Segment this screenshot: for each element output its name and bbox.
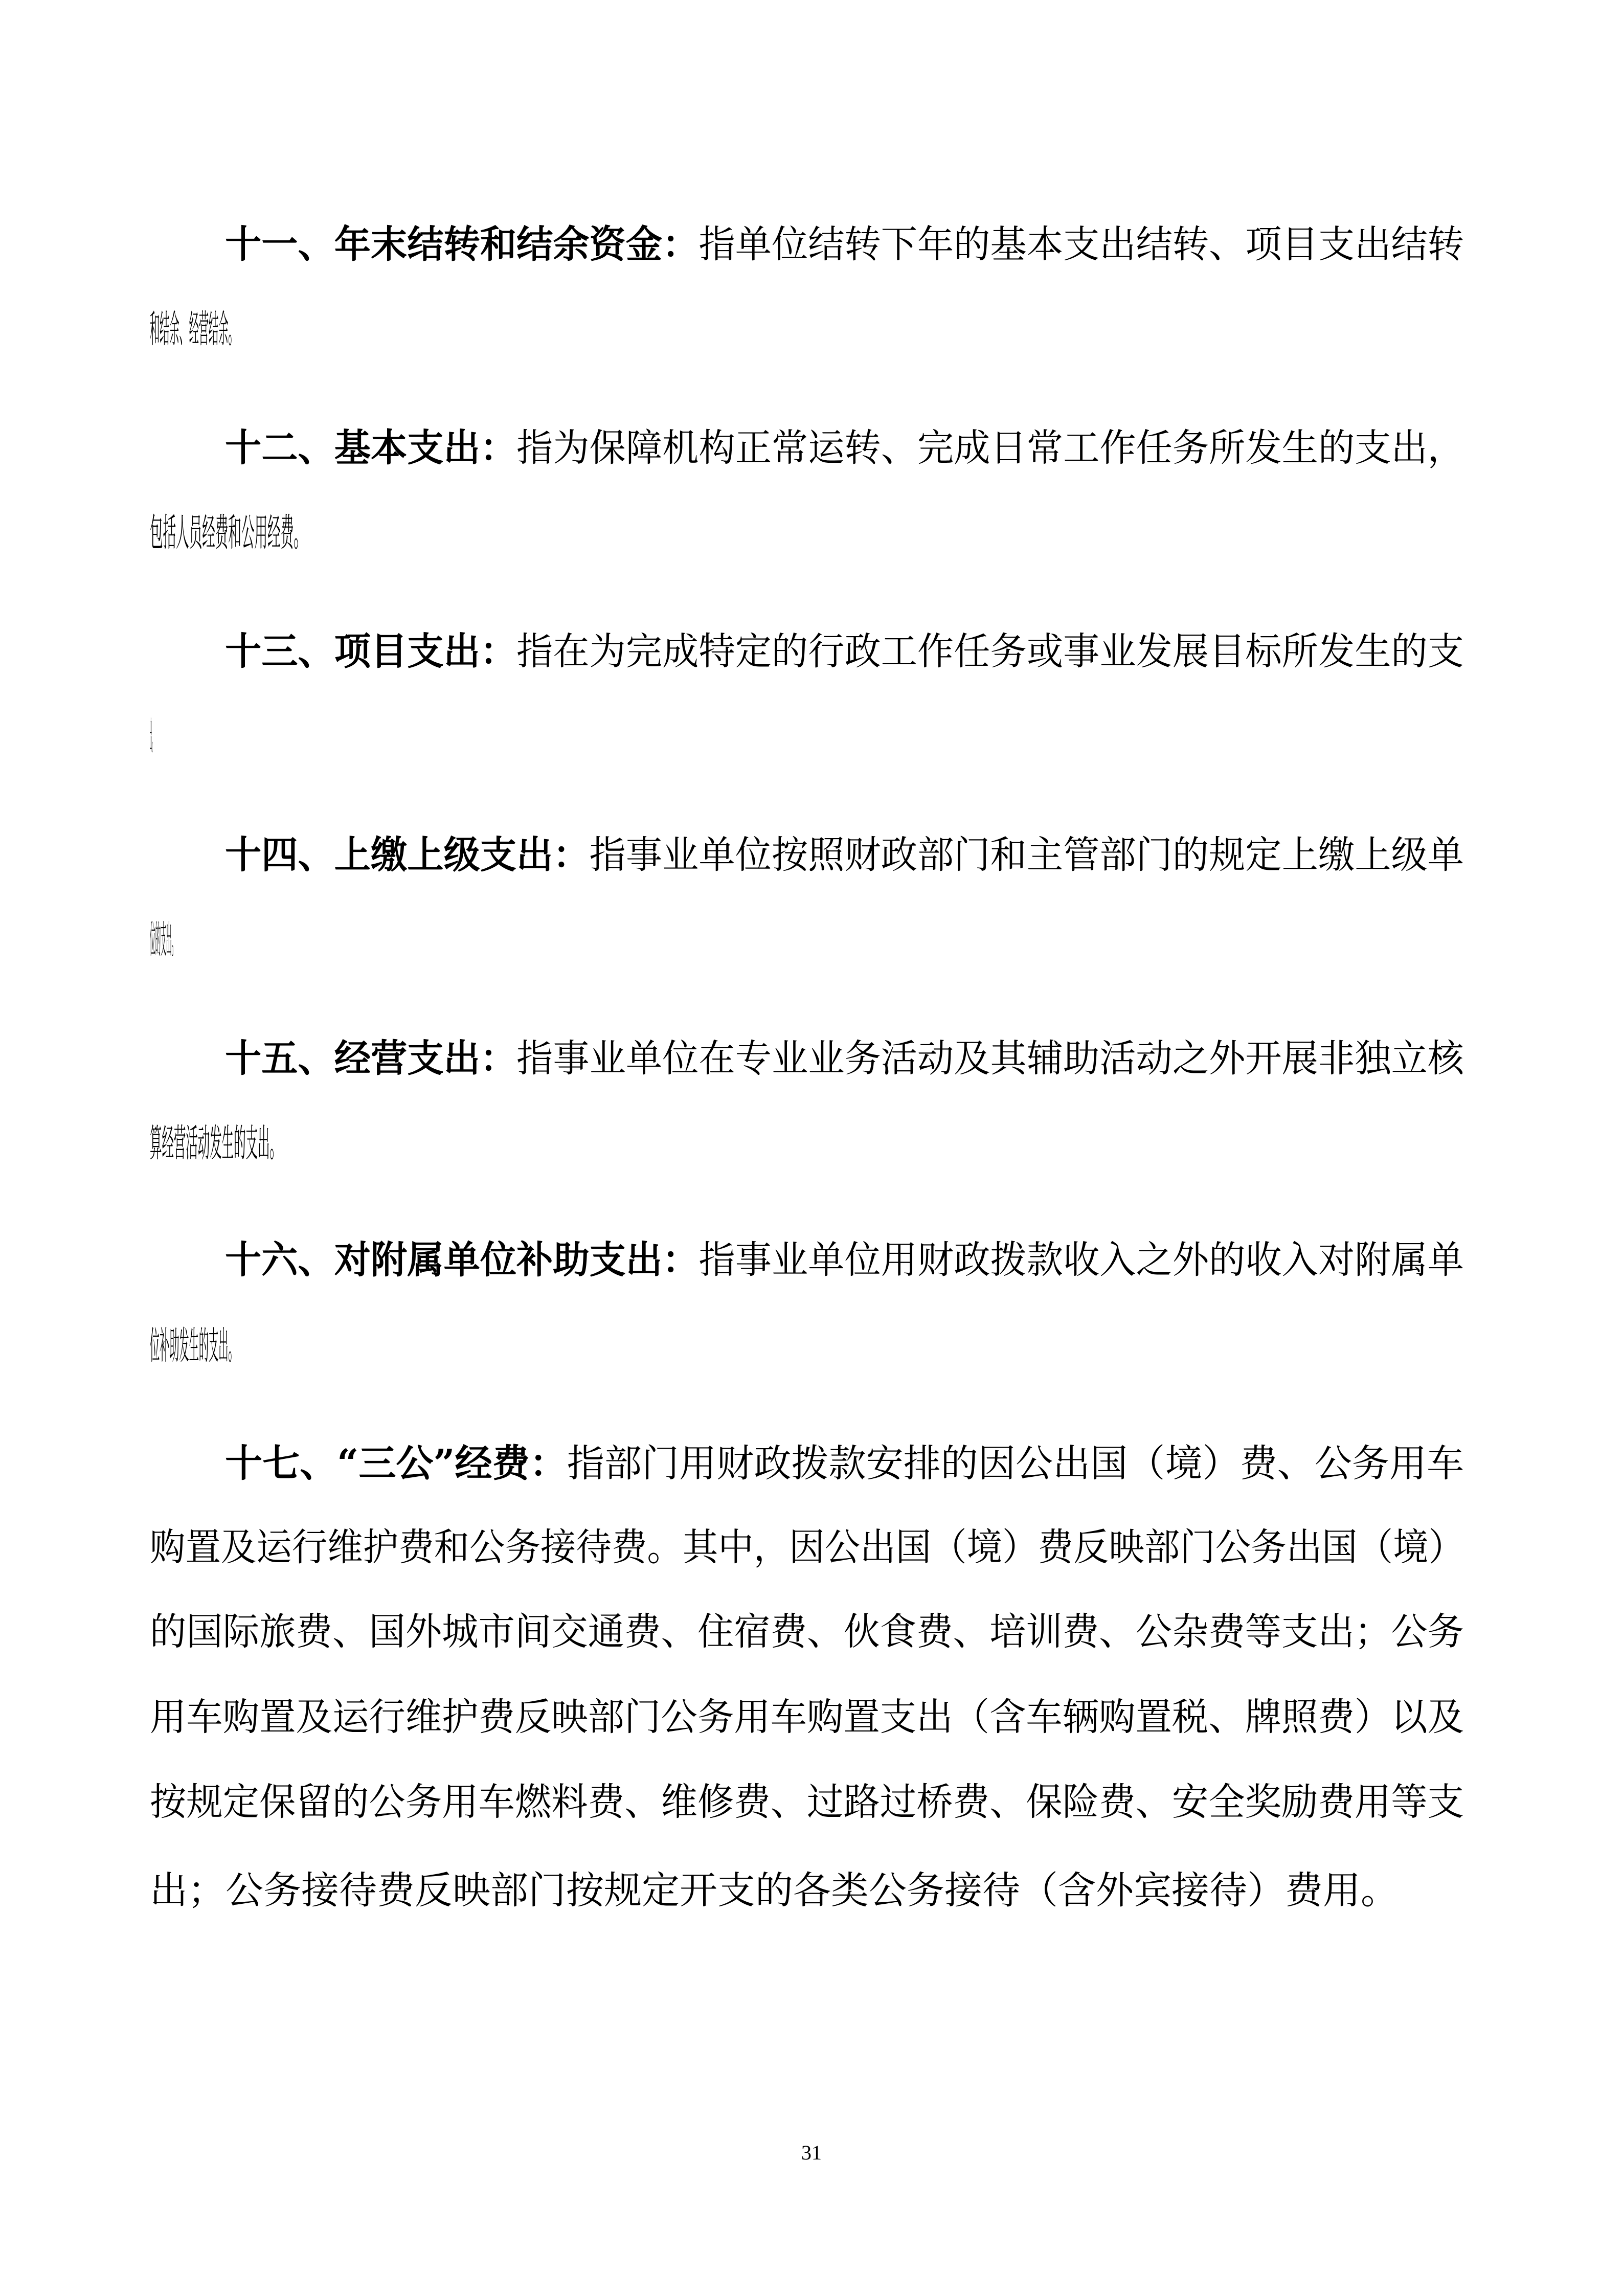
section-17-line-3: 的国际旅费、国外城市间交通费、住宿费、伙食费、培训费、公杂费等支出；公务 bbox=[150, 1610, 1464, 1654]
section-15-text: 指事业单位在专业业务活动及其辅助活动之外开展非独立核 bbox=[516, 1037, 1464, 1081]
section-17-line-6: 出；公务接待费反映部门按规定开支的各类公务接待（含外宾接待）费用。 bbox=[150, 1869, 1399, 1912]
section-13-label: 十三、项目支出： bbox=[225, 629, 517, 673]
section-17-line-1 bbox=[225, 1440, 1464, 1487]
section-12-line-2: 包括人员经费和公用经费。 bbox=[150, 511, 307, 555]
section-12-label: 十二、基本支出： bbox=[225, 426, 517, 470]
section-11-label: 十一、年末结转和结余资金： bbox=[225, 222, 699, 266]
section-16-line-2: 位补助发生的支出。 bbox=[150, 1324, 238, 1368]
section-13-text: 指在为完成特定的行政工作任务或事业发展目标所发生的支 bbox=[516, 629, 1464, 673]
section-16-text: 指事业单位用财政拨款收入之外的收入对附属单 bbox=[698, 1238, 1464, 1282]
section-16-label: 十六、对附属单位补助支出： bbox=[225, 1238, 699, 1282]
section-17-line-5: 按规定保留的公务用车燃料费、维修费、过路过桥费、保险费、安全奖励费用等支 bbox=[150, 1780, 1464, 1824]
section-12-text: 指为保障机构正常运转、完成日常工作任务所发生的支出， bbox=[516, 426, 1464, 470]
section-17-label: 十七、“三公”经费： bbox=[225, 1442, 567, 1485]
section-16-line-1 bbox=[225, 1237, 1464, 1283]
section-14-text: 指事业单位按照财政部门和主管部门的规定上缴上级单 bbox=[589, 833, 1464, 877]
section-14-label: 十四、上缴上级支出： bbox=[225, 833, 590, 877]
section-11-line-2: 和结余、经营结余。 bbox=[150, 307, 238, 351]
page-number: 31 bbox=[801, 2141, 822, 2164]
section-11-line-1 bbox=[225, 221, 1464, 267]
section-11-text: 指单位结转下年的基本支出结转、项目支出结转 bbox=[698, 222, 1464, 266]
section-17-line-2: 购置及运行维护费和公务接待费。其中，因公出国（境）费反映部门公务出国（境） bbox=[150, 1525, 1464, 1569]
section-14-line-2: 位的支出。 bbox=[150, 918, 177, 962]
section-13-line-1 bbox=[225, 628, 1464, 674]
section-17-text: 指部门用财政拨款安排的因公出国（境）费、公务用车 bbox=[567, 1442, 1464, 1485]
section-15-line-1 bbox=[225, 1036, 1464, 1082]
section-17-line-4: 用车购置及运行维护费反映部门公务用车购置支出（含车辆购置税、牌照费）以及 bbox=[150, 1695, 1464, 1739]
section-14-line-1 bbox=[225, 832, 1464, 878]
section-12-line-1 bbox=[225, 425, 1464, 471]
section-13-line-2: 出。 bbox=[150, 714, 154, 758]
section-15-line-2: 算经营活动发生的支出。 bbox=[150, 1121, 282, 1165]
section-15-label: 十五、经营支出： bbox=[225, 1037, 517, 1081]
